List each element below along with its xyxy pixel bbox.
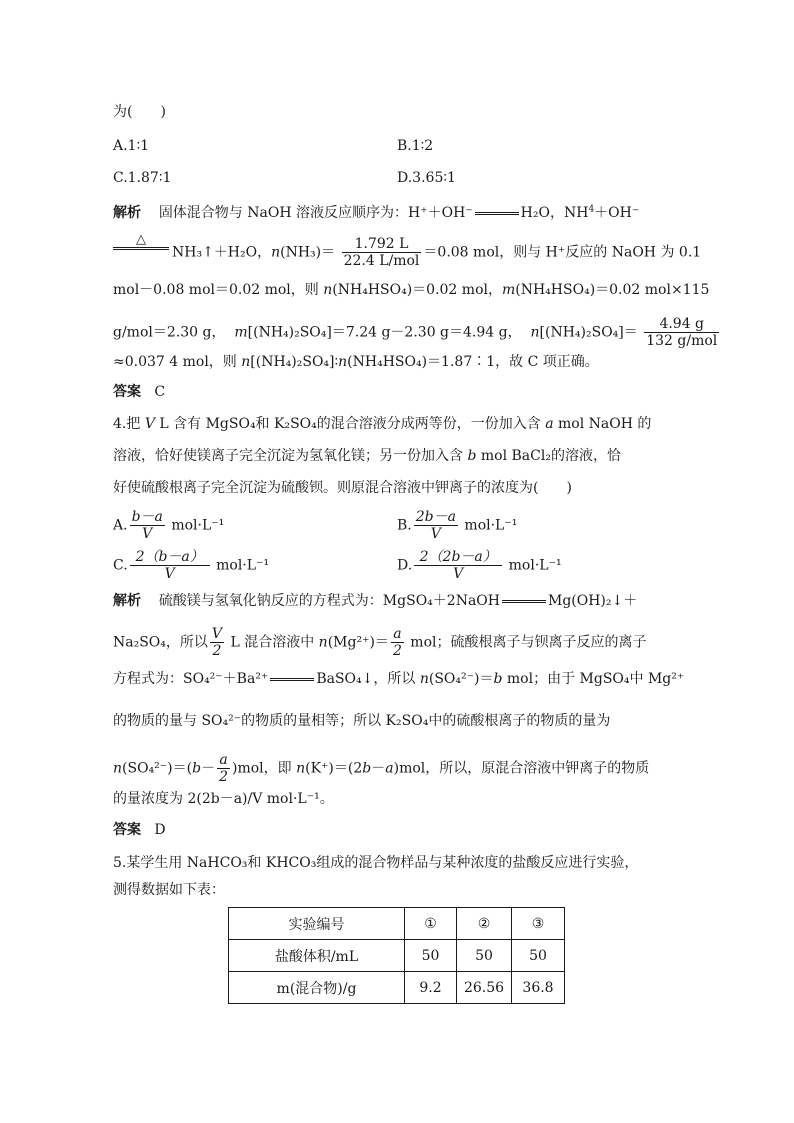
q3-text: H₂O，NH bbox=[520, 205, 589, 221]
q3-analysis-line-3: mol－0.08 mol＝0.02 mol，则 n(NH₄HSO₄)＝0.02 mol，m(NH₄HSO₄)＝0.02 mol×115 bbox=[113, 282, 710, 298]
q4-option-c: C. $\frac{2(b-a)}{V}$ mol·L⁻¹ bbox=[113, 549, 270, 582]
table-cell: 36.8 bbox=[512, 972, 565, 1004]
q3-var: n bbox=[271, 244, 281, 261]
q5-stem-line-1: 5.某学生用 NaHCO₃和 KHCO₃组成的混合物样品与某种浓度的盐酸反应进行实验， bbox=[113, 855, 639, 871]
q3-text: [(NH₄)₂SO₄]∶ bbox=[250, 354, 339, 370]
q4-analysis-line-3: 方程式为：SO₄²⁻＋Ba²⁺ BaSO₄↓，所以 n(SO₄²⁻)＝b mol；由于 MgSO₄中 Mg²⁺ bbox=[113, 671, 685, 687]
table-row bbox=[229, 940, 565, 972]
q3-text: g/mol＝2.30 g， bbox=[113, 324, 226, 341]
q3-sup: 4 bbox=[588, 204, 595, 215]
q3-text: 固体混合物与 NaOH 溶液反应顺序为：H⁺＋OH⁻ bbox=[158, 205, 473, 221]
q3-text: (NH₄HSO₄)＝0.02 mol， bbox=[332, 282, 502, 298]
q3-option-c: C.1.87∶1 bbox=[113, 170, 172, 186]
q3-analysis-label: 解析 bbox=[113, 205, 141, 221]
q4-analysis-line-4: 的物质的量与 SO₄²⁻的物质的量相等；所以 K₂SO₄中的硫酸根离子的物质的量为 bbox=[113, 713, 611, 729]
q3-option-b: B.1∶2 bbox=[397, 138, 434, 154]
table-header-cell: 实验编号 bbox=[229, 908, 405, 940]
q4-option-a: A. $\frac{b-a}{V}$ mol·L⁻¹ bbox=[113, 509, 225, 542]
heat-symbol: △ bbox=[136, 232, 146, 247]
q4-answer: 答案 D bbox=[113, 822, 166, 838]
q3-text: (NH₄HSO₄)＝0.02 mol×115 bbox=[515, 282, 710, 298]
q4-analysis-line-1: 解析 硫酸镁与氢氧化钠反应的方程式为：MgSO₄＋2NaOH Mg(OH)₂↓＋ bbox=[113, 593, 638, 609]
q3-analysis-line-5: ≈0.037 4 mol，则 n[(NH₄)₂SO₄]∶n(NH₄HSO₄)＝1.87∶1，故 C 项正确。 bbox=[113, 354, 599, 370]
table-row bbox=[229, 972, 565, 1004]
table-cell: 26.56 bbox=[457, 972, 512, 1004]
table-cell: 50 bbox=[405, 940, 457, 972]
q3-text: (NH₄HSO₄)＝1.87∶1，故 C 项正确。 bbox=[347, 354, 599, 370]
q3-text: NH₃↑＋H₂O， bbox=[172, 244, 272, 261]
q3-option-d: D.3.65∶1 bbox=[397, 170, 456, 186]
q4-stem-line-3: 好使硫酸根离子完全沉淀为硫酸钡。则原混合溶液中钾离子的浓度为( ) bbox=[113, 480, 572, 496]
q3-text: [(NH₄)₂SO₄]＝ bbox=[539, 324, 638, 341]
q3-option-a: A.1∶1 bbox=[113, 138, 150, 154]
q4-stem-line-1: 4.把 V L 含有 MgSO₄和 K₂SO₄的混合溶液分成两等份，一份加入含 a mol NaOH 的 bbox=[113, 416, 652, 432]
table-cell: m(混合物)/g bbox=[229, 972, 405, 1004]
table-header-cell: ② bbox=[457, 908, 512, 940]
q3-text: (NH₃)＝ bbox=[280, 244, 336, 261]
table-header-cell: ① bbox=[405, 908, 457, 940]
q4-analysis-line-5: n(SO₄²⁻)＝(b－ $\frac{a}{2}$ )mol，即 n(K⁺)＝(2b－a)mol，所以，原混合溶液中钾离子的物质 bbox=[113, 752, 650, 785]
fraction-mass: $\frac{4.94 g}{\text{132 g/mol}}$ bbox=[646, 316, 718, 349]
q3-text: ≈0.037 4 mol，则 bbox=[113, 354, 242, 370]
q3-text: mol－0.08 mol＝0.02 mol，则 bbox=[113, 282, 324, 298]
q4-analysis-line-2: Na₂SO₄，所以 $\frac{V}{2}$ L 混合溶液中 n(Mg²⁺)＝ $\frac{a}{2}$ mol；硫酸根离子与钡离子反应的离子 bbox=[113, 626, 647, 659]
table-header-row bbox=[229, 908, 565, 940]
table-cell: 50 bbox=[512, 940, 565, 972]
q3-analysis-line-2 bbox=[172, 236, 701, 269]
table-header-cell: ③ bbox=[512, 908, 565, 940]
q4-option-b: B. $\frac{2b-a}{V}$ mol·L⁻¹ bbox=[397, 509, 518, 542]
q3-answer-value: C bbox=[154, 384, 166, 400]
q4-stem-line-2: 溶液，恰好使镁离子完全沉淀为氢氧化镁；另一份加入含 b mol BaCl₂的溶液，恰 bbox=[113, 448, 621, 464]
q3-analysis-line-4: g/mol＝2.30 g， m[(NH₄)₂SO₄]＝7.24 g－2.30 g＝4.94 g， n[(NH₄)₂SO₄]＝ $\frac{4.94 g}{\text{132 g/mol}}$ bbox=[113, 316, 718, 349]
q3-text: ＝0.08 mol，则与 H⁺反应的 NaOH 为 0.1 bbox=[423, 244, 702, 261]
q3-answer bbox=[113, 382, 165, 402]
table-cell: 9.2 bbox=[405, 972, 457, 1004]
q3-text: ＋OH⁻ bbox=[594, 205, 640, 221]
fraction-nh3: $\frac{1.792 L}{\text{22.4 L/mol}}$ bbox=[343, 236, 420, 269]
q5-stem-line-2: 测得数据如下表： bbox=[113, 882, 225, 898]
table-cell: 盐酸体积/mL bbox=[229, 940, 405, 972]
q3-text: [(NH₄)₂SO₄]＝7.24 g－2.30 g＝4.94 g， bbox=[247, 324, 522, 341]
heat-arrow bbox=[113, 233, 169, 250]
q3-analysis-line-1 bbox=[113, 203, 639, 223]
q3-answer-label: 答案 bbox=[113, 384, 141, 400]
equals-arrow bbox=[475, 212, 519, 215]
q4-analysis-line-6: 的量浓度为 2(2b－a)/V mol·L⁻¹。 bbox=[113, 791, 334, 807]
q3-stem-tail: 为( ) bbox=[113, 104, 166, 120]
experiment-table bbox=[228, 907, 565, 1004]
table-cell: 50 bbox=[457, 940, 512, 972]
q4-option-d: D. $\frac{2(2b-a)}{V}$ mol·L⁻¹ bbox=[397, 549, 562, 582]
